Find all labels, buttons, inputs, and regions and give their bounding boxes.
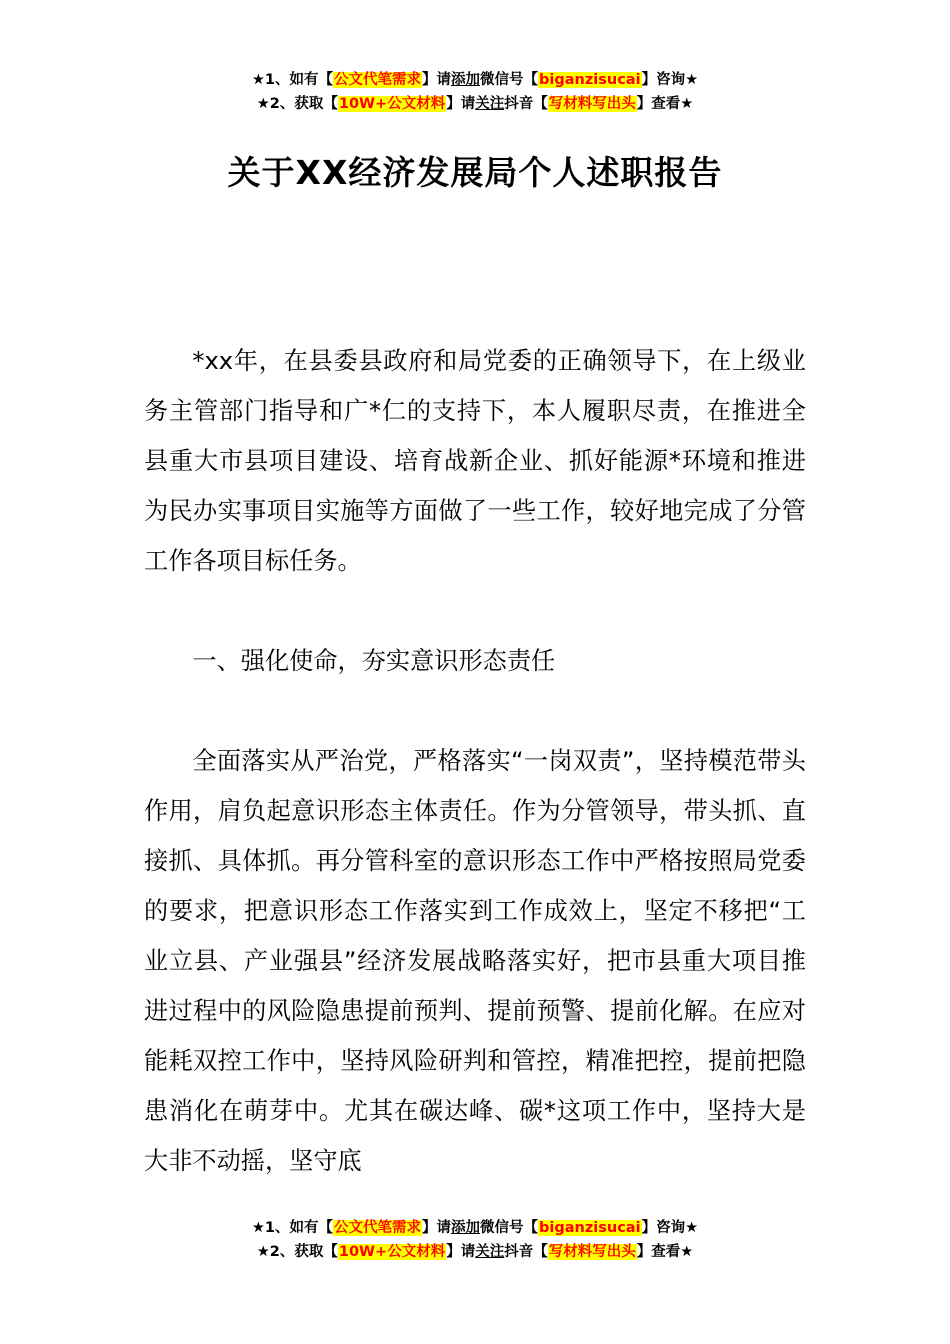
banner-text: 】查看★ [636, 96, 694, 112]
banner-text: 】咨询★ [641, 1220, 699, 1236]
banner-highlight: 公文代笔需求 [334, 1220, 422, 1236]
banner-highlight: 写材料写出头 [548, 1244, 636, 1260]
section-heading [144, 636, 806, 686]
banner-text: 】请 [446, 96, 476, 112]
banner-line-2 [0, 1240, 950, 1264]
banner-text: 微信号【 [480, 1220, 539, 1236]
banner-line-2 [0, 92, 950, 116]
banner-highlight: biganzisucai [539, 72, 641, 88]
banner-text: ★2、获取【 [256, 1244, 338, 1260]
banner-text: ★2、获取【 [256, 96, 338, 112]
banner-underlined-text: 添加 [451, 1220, 481, 1236]
intro-paragraph [144, 336, 806, 586]
section-body-text: 全面落实从严治党，严格落实“一岗双责”，坚持模范带头作用，肩负起意识形态主体责任。作为分管领导，带头抓、直接抓、具体抓。再分管科室的意识形态工作中严格按照局党委的要求，把意识形态工作落实到工作成效上，坚定不移把“工业立县、产业强县”经济发展战略落实好，把市县重大项目推进过程中的风险隐患提前预判、提前预警、提前化解。在应对能耗双控工作中，坚持风险研判和管控，精准把控，提前把隐患消化在萌芽中。尤其在碳达峰、碳*这项工作中，坚持大是大非不动摇，坚守底 [144, 747, 806, 1175]
footer-banner [0, 1216, 950, 1264]
banner-text: 抖音【 [504, 1244, 548, 1260]
banner-text: 】请 [446, 1244, 476, 1260]
banner-text: 】查看★ [636, 1244, 694, 1260]
banner-underlined-text: 关注 [475, 1244, 505, 1260]
section-heading-text: 一、强化使命，夯实意识形态责任 [192, 647, 556, 675]
banner-underlined-text: 关注 [475, 96, 505, 112]
header-banner [0, 68, 950, 116]
section-paragraph [144, 736, 806, 1186]
intro-text: *xx年，在县委县政府和局党委的正确领导下，在上级业务主管部门指导和广*仁的支持下，本人履职尽责，在推进全县重大市县项目建设、培育战新企业、抓好能源*环境和推进为民办实事项目实施等方面做了一些工作，较好地完成了分管工作各项目标任务。 [144, 347, 806, 575]
banner-highlight: 10W+公文材料 [338, 96, 446, 112]
document-title: 关于XX经济发展局个人述职报告 [227, 153, 723, 192]
banner-highlight: 写材料写出头 [548, 96, 636, 112]
banner-highlight: biganzisucai [539, 1220, 641, 1236]
banner-text: 抖音【 [504, 96, 548, 112]
banner-underlined-text: 添加 [451, 72, 481, 88]
banner-text: ★1、如有【 [251, 72, 334, 88]
banner-text: ★1、如有【 [251, 1220, 334, 1236]
banner-text: 微信号【 [480, 72, 539, 88]
banner-text: 】请 [422, 72, 452, 88]
banner-highlight: 公文代笔需求 [334, 72, 422, 88]
banner-text: 】咨询★ [641, 72, 699, 88]
banner-line-1 [0, 68, 950, 92]
banner-highlight: 10W+公文材料 [338, 1244, 446, 1260]
banner-line-1 [0, 1216, 950, 1240]
banner-text: 】请 [422, 1220, 452, 1236]
